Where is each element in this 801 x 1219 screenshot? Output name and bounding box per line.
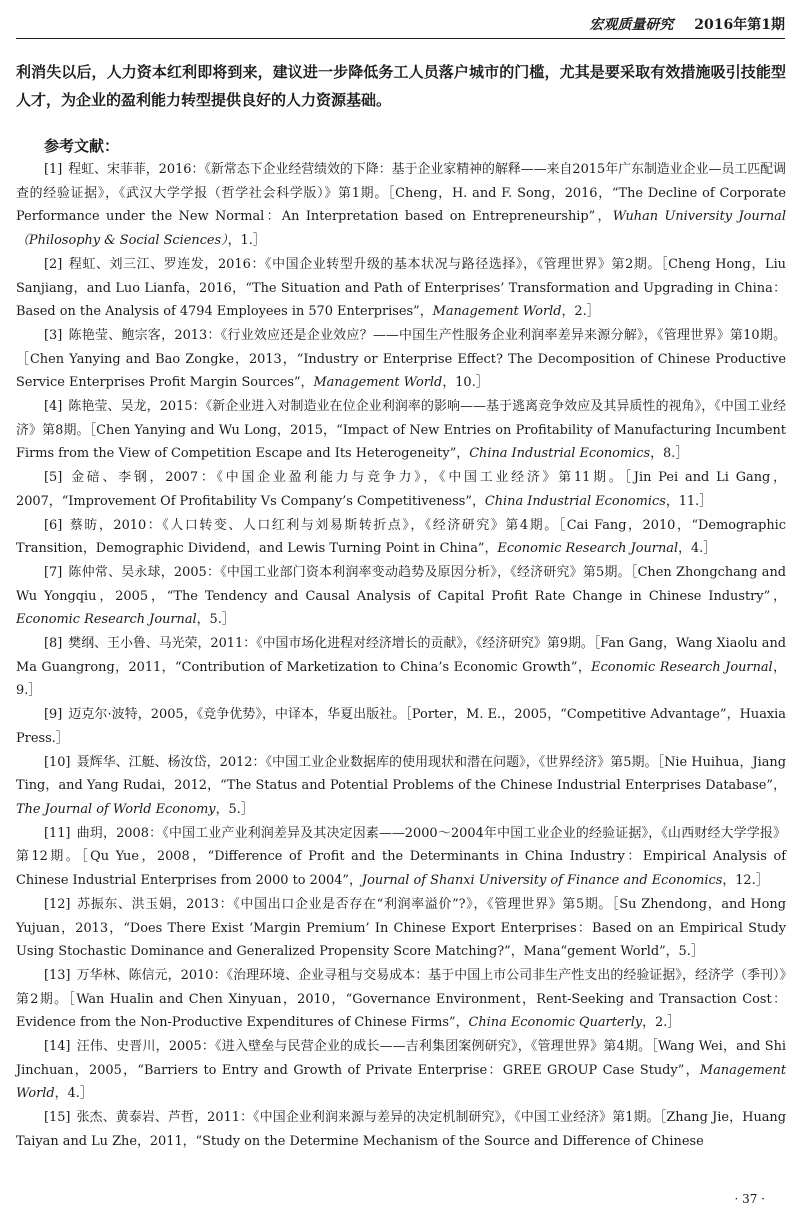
reference-item: [14] 汪伟、史晋川，2005：《进入壁垒与民营企业的成长——吉利集团案例研究》，《管理世界》第4期。［Wang Wei，and Shi Jinchuan，2005，“Barriers to Entry and Growth of Private Enterprise：GREE GROUP Case Study”，Management World，4.］: [16, 1039, 786, 1102]
running-header: [16, 8, 785, 39]
reference-item: [8] 樊纲、王小鲁、马光荣，2011：《中国市场化进程对经济增长的贡献》，《经济研究》第9期。［Fan Gang，Wang Xiaolu and Ma Guangrong，2011，“Contribution of Marketization to China’s Economic Growth”，Economic Research Journal，9.］: [16, 636, 786, 699]
header-journal-info: [589, 14, 785, 34]
issue-label: 2016年第1期: [694, 17, 785, 33]
reference-item: [4] 陈艳莹、吴龙，2015：《新企业进入对制造业在位企业利润率的影响——基于逃离竞争效应及其异质性的视角》，《中国工业经济》第8期。［Chen Yanying and Wu Long，2015，“Impact of New Entries on Profitability of Manufacturing Incumbent Firms from the View of Competition Escape and Its Heterogeneity”，China Industrial Economics，8.］: [16, 399, 786, 462]
reference-item: [11] 曲玥，2008：《中国工业产业利润差异及其决定因素——2000～2004年中国工业企业的经验证据》，《山西财经大学学报》第12期。［Qu Yue，2008，“Difference of Profit and the Determinants in China Industry：Empirical Analysis of Chinese Industrial Enterprises from 2000 to 2004”，Journal of Shanxi University of Finance and Economics，12.］: [16, 825, 786, 889]
reference-item: [13] 万华林、陈信元，2010：《治理环境、企业寻租与交易成本：基于中国上市公司非生产性支出的经验证据》，经济学（季刊）》第2期。［Wan Hualin and Chen Xinyuan，2010，“Governance Environment，Rent-Seeking and Transaction Cost：Evidence from the Non-Productive Expenditures of Chinese Firms”，China Economic Quarterly，2.］: [16, 967, 786, 1031]
reference-item: [7] 陈仲常、吴永球，2005：《中国工业部门资本利润率变动趋势及原因分析》，《经济研究》第5期。［Chen Zhongchang and Wu Yongqiu，2005，“The Tendency and Causal Analysis of Capital Profit Rate Change in Chinese Industry”，Economic Research Journal，5.］: [16, 564, 786, 628]
reference-item: [6] 蔡昉，2010：《人口转变、人口红利与刘易斯转折点》，《经济研究》第4期。［Cai Fang，2010，“Demographic Transition，Demographic Dividend，and Lewis Turning Point in China”，Economic Research Journal，4.］: [16, 517, 786, 557]
references-heading: 参考文献：: [44, 137, 120, 155]
reference-item: [9] 迈克尔·波特，2005，《竞争优势》，中译本，华夏出版社。［Porter，M. E.，2005，“Competitive Advantage”，Huaxia Press.］: [16, 707, 786, 746]
reference-item: [2] 程虹、刘三江、罗连发，2016：《中国企业转型升级的基本状况与路径选择》，《管理世界》第2期。［Cheng Hong，Liu Sanjiang，and Luo Lianfa，2016，“The Situation and Path of Enterprises’ Transformation and Upgrading in China：Based on the Analysis of 4794 Employees in 570 Enterprises”，Management World，2.］: [16, 256, 786, 320]
reference-item: [12] 苏振东、洪玉娟，2013：《中国出口企业是否存在“利润率溢价”?》，《管理世界》第5期。［Su Zhendong，and Hong Yujuan，2013，“Does There Exist ‘Margin Premium’ In Chinese Export Enterprises：Based on an Empirical Study Using Stochastic Dominance and Generalized Propensity Score Matching?”，Mana“gement World”，5.］: [16, 896, 786, 960]
page-number: · 37 ·: [734, 1192, 765, 1206]
references-list: [16, 158, 786, 1154]
journal-title: 宏观质量研究: [589, 17, 674, 33]
reference-item: [3] 陈艳莹、鲍宗客，2013：《行业效应还是企业效应？——中国生产性服务企业利润率差异来源分解》，《管理世界》第10期。［Chen Yanying and Bao Zongke，2013，“Industry or Enterprise Effect? The Decomposition of Chinese Productive Service Enterprises Profit Margin Sources”，Management World，10.］: [16, 327, 786, 391]
reference-item: [15] 张杰、黄泰岩、芦哲，2011：《中国企业利润来源与差异的决定机制研究》，《中国工业经济》第1期。［Zhang Jie，Huang Taiyan and Lu Zhe，2011，“Study on the Determine Mechanism of the Source and Difference of Chinese: [16, 1110, 786, 1149]
reference-item: [10] 聂辉华、江艇、杨汝岱，2012：《中国工业企业数据库的使用现状和潜在问题》，《世界经济》第5期。［Nie Huihua，Jiang Ting，and Yang Rudai，2012，“The Status and Potential Problems of the Chinese Industrial Enterprises Database”，The Journal of World Economy，5.］: [16, 754, 786, 817]
reference-item: [5] 金碚、李钢，2007：《中国企业盈利能力与竞争力》，《中国工业经济》第11期。［Jin Pei and Li Gang，2007，“Improvement Of Profitability Vs Company’s Competitiveness”，China Industrial Economics，11.］: [16, 470, 786, 509]
reference-item: [1] 程虹、宋菲菲，2016：《新常态下企业经营绩效的下降：基于企业家精神的解释——来自2015年广东制造业企业—员工匹配调查的经验证据》，《武汉大学学报（哲学社会科学版）》第1期。［Cheng，H. and F. Song，2016，“The Decline of Corporate Performance under the New Normal：An Interpretation based on Entrepreneurship”，Wuhan University Journal（Philosophy & Social Sciences），1.］: [16, 162, 786, 249]
body-paragraph: 利消失以后，人力资本红利即将到来，建议进一步降低务工人员落户城市的门槛，尤其是要采取有效措施吸引技能型人才，为企业的盈利能力转型提供良好的人力资源基础。: [16, 63, 786, 109]
